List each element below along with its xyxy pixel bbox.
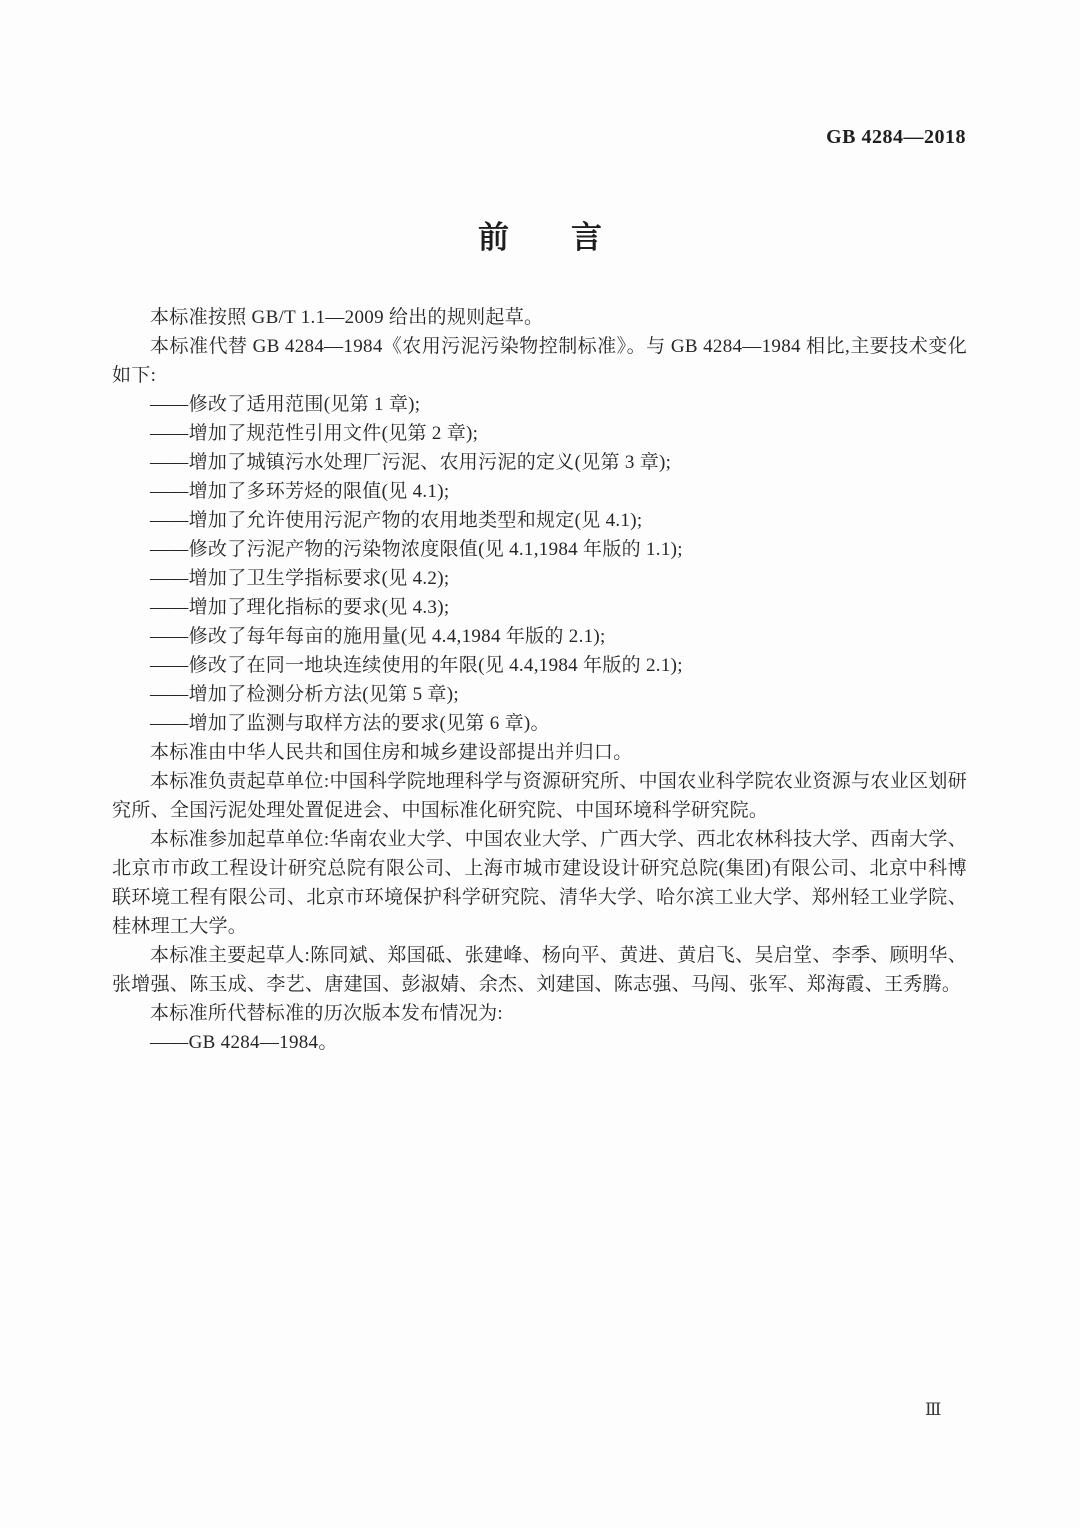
standard-number: GB 4284—2018 <box>826 126 966 148</box>
change-list-item: ——增加了监测与取样方法的要求(见第 6 章)。 <box>150 713 550 734</box>
paragraph: 本标准代替 GB 4284—1984《农用污泥污染物控制标准》。与 GB 4284—1984 相比,主要技术变化如下: <box>112 336 967 386</box>
paragraph: 本标准按照 GB/T 1.1—2009 给出的规则起草。 <box>150 307 544 328</box>
change-list-item: ——增加了理化指标的要求(见 4.3); <box>150 597 450 618</box>
change-list-item: ——增加了城镇污水处理厂污泥、农用污泥的定义(见第 3 章); <box>150 452 672 473</box>
page-number: Ⅲ <box>925 1400 942 1419</box>
paragraph: 本标准主要起草人:陈同斌、郑国砥、张建峰、杨向平、黄进、黄启飞、吴启堂、李季、顾明华、张增强、陈玉成、李艺、唐建国、彭淑婧、余杰、刘建国、陈志强、马闯、张军、郑海霞、王秀腾。 <box>112 945 967 995</box>
paragraph: 本标准参加起草单位:华南农业大学、中国农业大学、广西大学、西北农林科技大学、西南大学、北京市市政工程设计研究总院有限公司、上海市城市建设设计研究总院(集团)有限公司、北京中科博联环境工程有限公司、北京市环境保护科学研究院、清华大学、哈尔滨工业大学、郑州轻工业学院、桂林理工大学。 <box>112 829 967 937</box>
paragraph: 本标准负责起草单位:中国科学院地理科学与资源研究所、中国农业科学院农业资源与农业区划研究所、全国污泥处理处置促进会、中国标准化研究院、中国环境科学研究院。 <box>112 771 967 821</box>
change-list-item: ——修改了污泥产物的污染物浓度限值(见 4.1,1984 年版的 1.1); <box>150 539 683 560</box>
change-list-item: ——修改了在同一地块连续使用的年限(见 4.4,1984 年版的 2.1); <box>150 655 683 676</box>
foreword-body <box>112 303 967 1057</box>
change-list-item: ——GB 4284—1984。 <box>150 1032 338 1053</box>
change-list-item: ——增加了检测分析方法(见第 5 章); <box>150 684 459 705</box>
change-list-item: ——增加了规范性引用文件(见第 2 章); <box>150 423 479 444</box>
change-list-item: ——修改了适用范围(见第 1 章); <box>150 394 421 415</box>
paragraph: 本标准由中华人民共和国住房和城乡建设部提出并归口。 <box>150 742 633 763</box>
change-list-item: ——修改了每年每亩的施用量(见 4.4,1984 年版的 2.1); <box>150 626 606 647</box>
change-list-item: ——增加了多环芳烃的限值(见 4.1); <box>150 481 450 502</box>
change-list-item: ——增加了允许使用污泥产物的农用地类型和规定(见 4.1); <box>150 510 643 531</box>
paragraph: 本标准所代替标准的历次版本发布情况为: <box>150 1003 503 1024</box>
page-title: 前 言 <box>478 220 602 255</box>
change-list-item: ——增加了卫生学指标要求(见 4.2); <box>150 568 450 589</box>
